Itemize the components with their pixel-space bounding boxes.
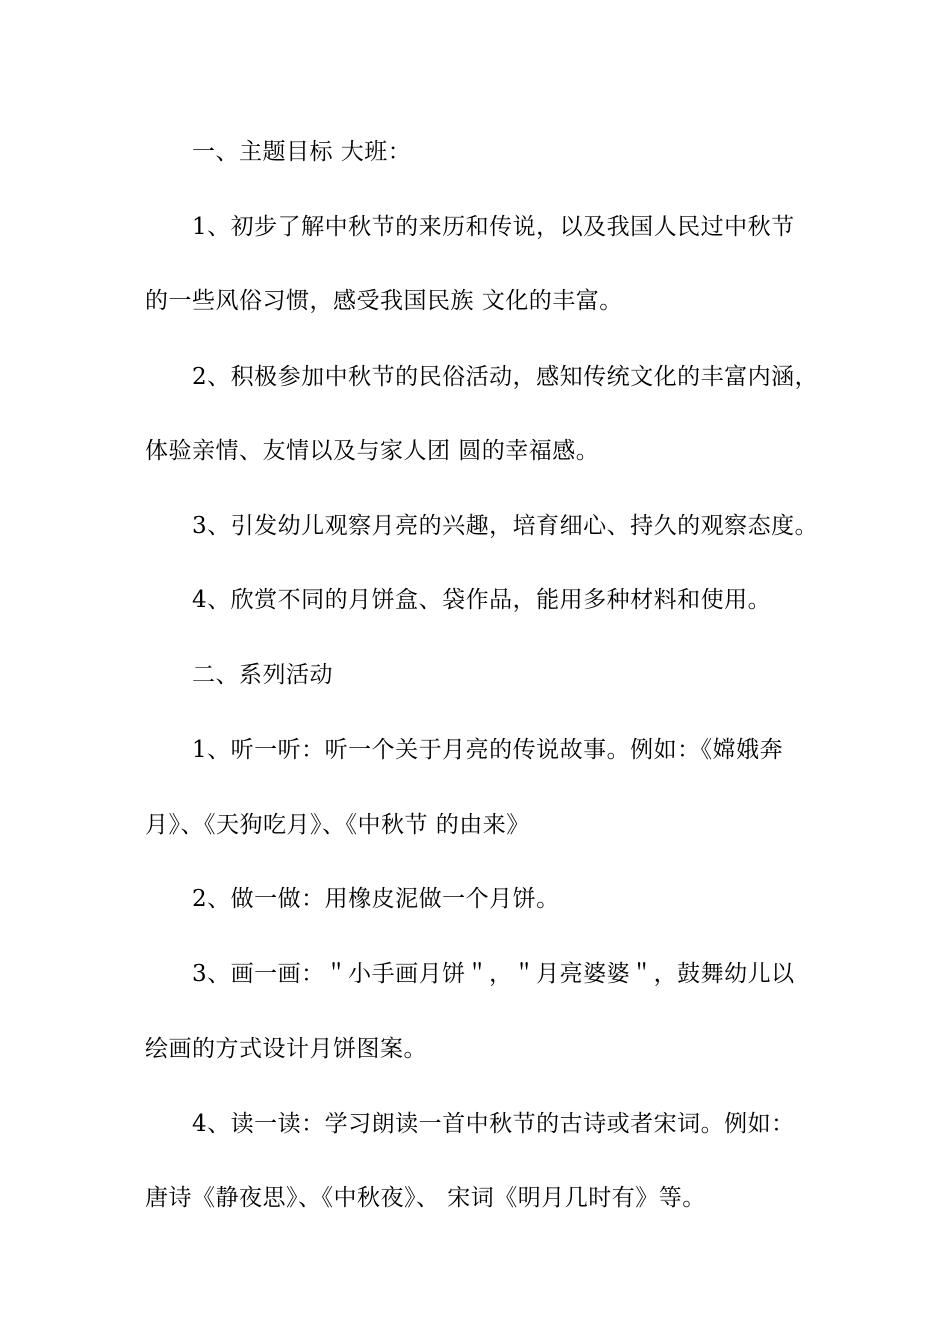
paragraph-line: 月》、《天狗吃月》、《中秋节 的由来》: [145, 812, 530, 838]
paragraph-line: 2、做一做：用橡皮泥做一个月饼。: [192, 886, 560, 912]
paragraph-line: 唐诗《静夜思》、《中秋夜》、 宋词《明月几时有》等。: [145, 1185, 706, 1211]
section-heading-goals: 一、主题目标 大班：: [192, 139, 412, 165]
paragraph-line: 3、画一画：＂小手画月饼＂，＂月亮婆婆＂，鼓舞幼儿以: [192, 961, 795, 987]
paragraph-line: 体验亲情、友情以及与家人团 圆的幸福感。: [145, 438, 600, 464]
paragraph-line: 4、欣赏不同的月饼盒、袋作品，能用多种材料和使用。: [192, 587, 772, 613]
paragraph-line: 4、读一读：学习朗读一首中秋节的古诗或者宋词。例如：: [192, 1111, 795, 1137]
paragraph-line: 2、积极参加中秋节的民俗活动，感知传统文化的丰富内涵，: [192, 364, 819, 390]
paragraph-line: 1、初步了解中秋节的来历和传说，以及我国人民过中秋节: [192, 214, 795, 240]
paragraph-line: 的一些风俗习惯，感受我国民族 文化的丰富。: [145, 288, 623, 314]
paragraph-line: 绘画的方式设计月饼图案。: [145, 1036, 427, 1062]
paragraph-line: 1、听一听：听一个关于月亮的传说故事。例如：《嫦娥奔: [192, 737, 784, 763]
paragraph-line: 3、引发幼儿观察月亮的兴趣，培育细心、持久的观察态度。: [192, 513, 819, 539]
section-heading-activities: 二、系列活动: [192, 662, 333, 688]
